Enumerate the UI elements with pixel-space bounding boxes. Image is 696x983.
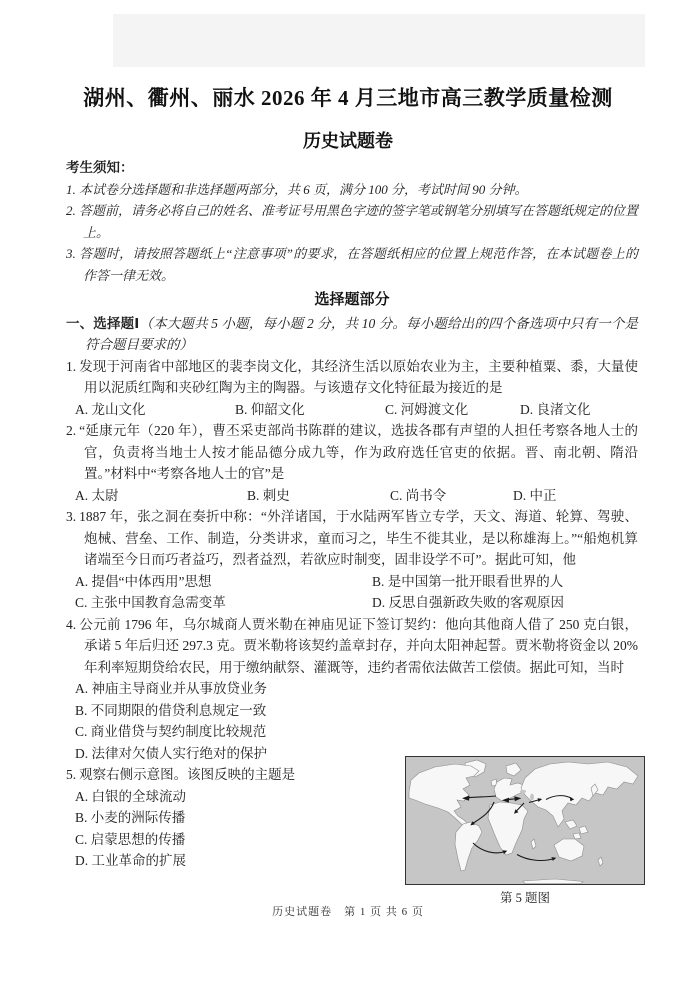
question-1-options <box>66 399 638 421</box>
question-2-number: 2. <box>66 423 77 438</box>
question-4-text: 公元前 1796 年，乌尔城商人贾米勒在神庙见证下签订契约：他向其他商人借了 250 克白银，承诺 5 年后归还 297.3 克。贾米勒将该契约盖章封存，并向太阳神起誓。贾米勒将资金以 20%年利率短期贷给农民，用于缴纳献祭、灌溉等，违约者需依法做苦工偿债。据此可知，当时 <box>79 616 638 675</box>
question-5-figure <box>405 756 645 906</box>
option-5-b: B. 小麦的洲际传播 <box>75 810 186 825</box>
question-1-stem <box>66 356 638 399</box>
question-3 <box>66 506 638 614</box>
question-1 <box>66 356 638 421</box>
option-4-d: D. 法律对欠债人实行绝对的保护 <box>75 745 267 761</box>
question-2-options <box>66 485 638 507</box>
world-map-diagram <box>405 756 645 885</box>
question-3-text: 1887 年，张之洞在奏折中称：“外洋诸国，于水陆两军皆立专学，天文、海道、轮算、驾驶、炮械、营垒、工作、制造，分类讲求，童而习之，毕生不徙其业，是以称雄海上。”“船炮机算诸端至今日而巧者益巧，烈者益烈，若欲应时制变，固非设学不可”。据此可知，他 <box>79 509 638 567</box>
question-5-number: 5. <box>66 767 77 782</box>
question-3-number: 3. <box>66 509 77 524</box>
part-title: 选择题部分 <box>314 291 390 308</box>
question-2-stem <box>66 420 638 485</box>
notice-heading: 考生须知： <box>66 160 134 175</box>
question-4-stem <box>66 614 638 679</box>
option-3-d: D. 反思自强新政失败的客观原因 <box>372 595 564 610</box>
option-5-d: D. 工业革命的扩展 <box>75 853 186 868</box>
page-footer: 历史试题卷 第 1 页 共 6 页 <box>272 906 424 918</box>
option-5-c: C. 启蒙思想的传播 <box>75 831 186 847</box>
question-4 <box>66 614 638 765</box>
option-2-b: B. 刺史 <box>247 487 290 503</box>
scan-artifact-strip <box>113 14 645 67</box>
option-2-c: C. 尚书令 <box>390 487 447 503</box>
group-heading <box>66 313 638 356</box>
figure-caption: 第 5 题图 <box>499 891 550 905</box>
notice-item-2: 2. 答题前，请务必将自己的姓名、准考证号用黑色字迹的签字笔或钢笔分别填写在答题纸规定的位置上。 <box>66 203 639 240</box>
option-2-d: D. 中正 <box>513 487 557 503</box>
option-2-a: A. 太尉 <box>75 487 119 503</box>
question-5-text: 观察右侧示意图。该图反映的主题是 <box>79 767 296 782</box>
group-note: （本大题共 5 小题，每小题 2 分，共 10 分。每小题给出的四个备选项中只有一个是符合题目要求的） <box>85 315 639 352</box>
question-2-text: “延康元年（220 年），曹丕采吏部尚书陈群的建议，选拔各郡有声望的人担任考察各地人士的官，负责将当地士人按才能品德分成九等，作为政府选任官吏的依据。晋、南北朝、隋沿置。”材料中“考察各地人士的官”是 <box>79 423 638 481</box>
option-1-d: D. 良渚文化 <box>520 401 591 417</box>
question-2 <box>66 420 638 506</box>
group-label: 一、选择题Ⅰ <box>66 315 140 331</box>
option-4-b: B. 不同期限的借贷利息规定一致 <box>75 702 267 718</box>
option-3-a: A. 提倡“中体西用”思想 <box>75 573 212 589</box>
exam-title: 湖州、衢州、丽水 2026 年 4 月三地市高三教学质量检测 <box>83 86 613 110</box>
option-3-c: C. 主张中国教育急需变革 <box>75 595 226 610</box>
question-3-options <box>66 571 638 614</box>
question-1-number: 1. <box>66 358 77 374</box>
option-3-b: B. 是中国第一批开眼看世界的人 <box>372 573 564 589</box>
option-1-a: A. 龙山文化 <box>75 401 146 417</box>
option-5-a: A. 白银的全球流动 <box>75 788 186 804</box>
option-4-c: C. 商业借贷与契约制度比较规范 <box>75 724 267 739</box>
notice-item-1: 1. 本试卷分选择题和非选择题两部分，共 6 页，满分 100 分，考试时间 90 分钟。 <box>66 181 528 197</box>
exam-subtitle: 历史试题卷 <box>303 131 393 151</box>
option-1-c: C. 河姆渡文化 <box>385 401 469 417</box>
question-3-stem <box>66 506 638 571</box>
option-4-a: A. 神庙主导商业并从事放贷业务 <box>75 681 267 696</box>
question-4-options <box>66 678 638 764</box>
question-1-text: 发现于河南省中部地区的裴李岗文化，其经济生活以原始农业为主，主要种植粟、黍，大量使用以泥质红陶和夹砂红陶为主的陶器。与该遗存文化特征最为接近的是 <box>79 358 638 395</box>
notice-item-3: 3. 答题时，请按照答题纸上“注意事项”的要求，在答题纸相应的位置上规范作答，在本试题卷上的作答一律无效。 <box>66 246 638 283</box>
option-1-b: B. 仰韶文化 <box>235 401 305 417</box>
question-4-number: 4. <box>66 616 77 632</box>
